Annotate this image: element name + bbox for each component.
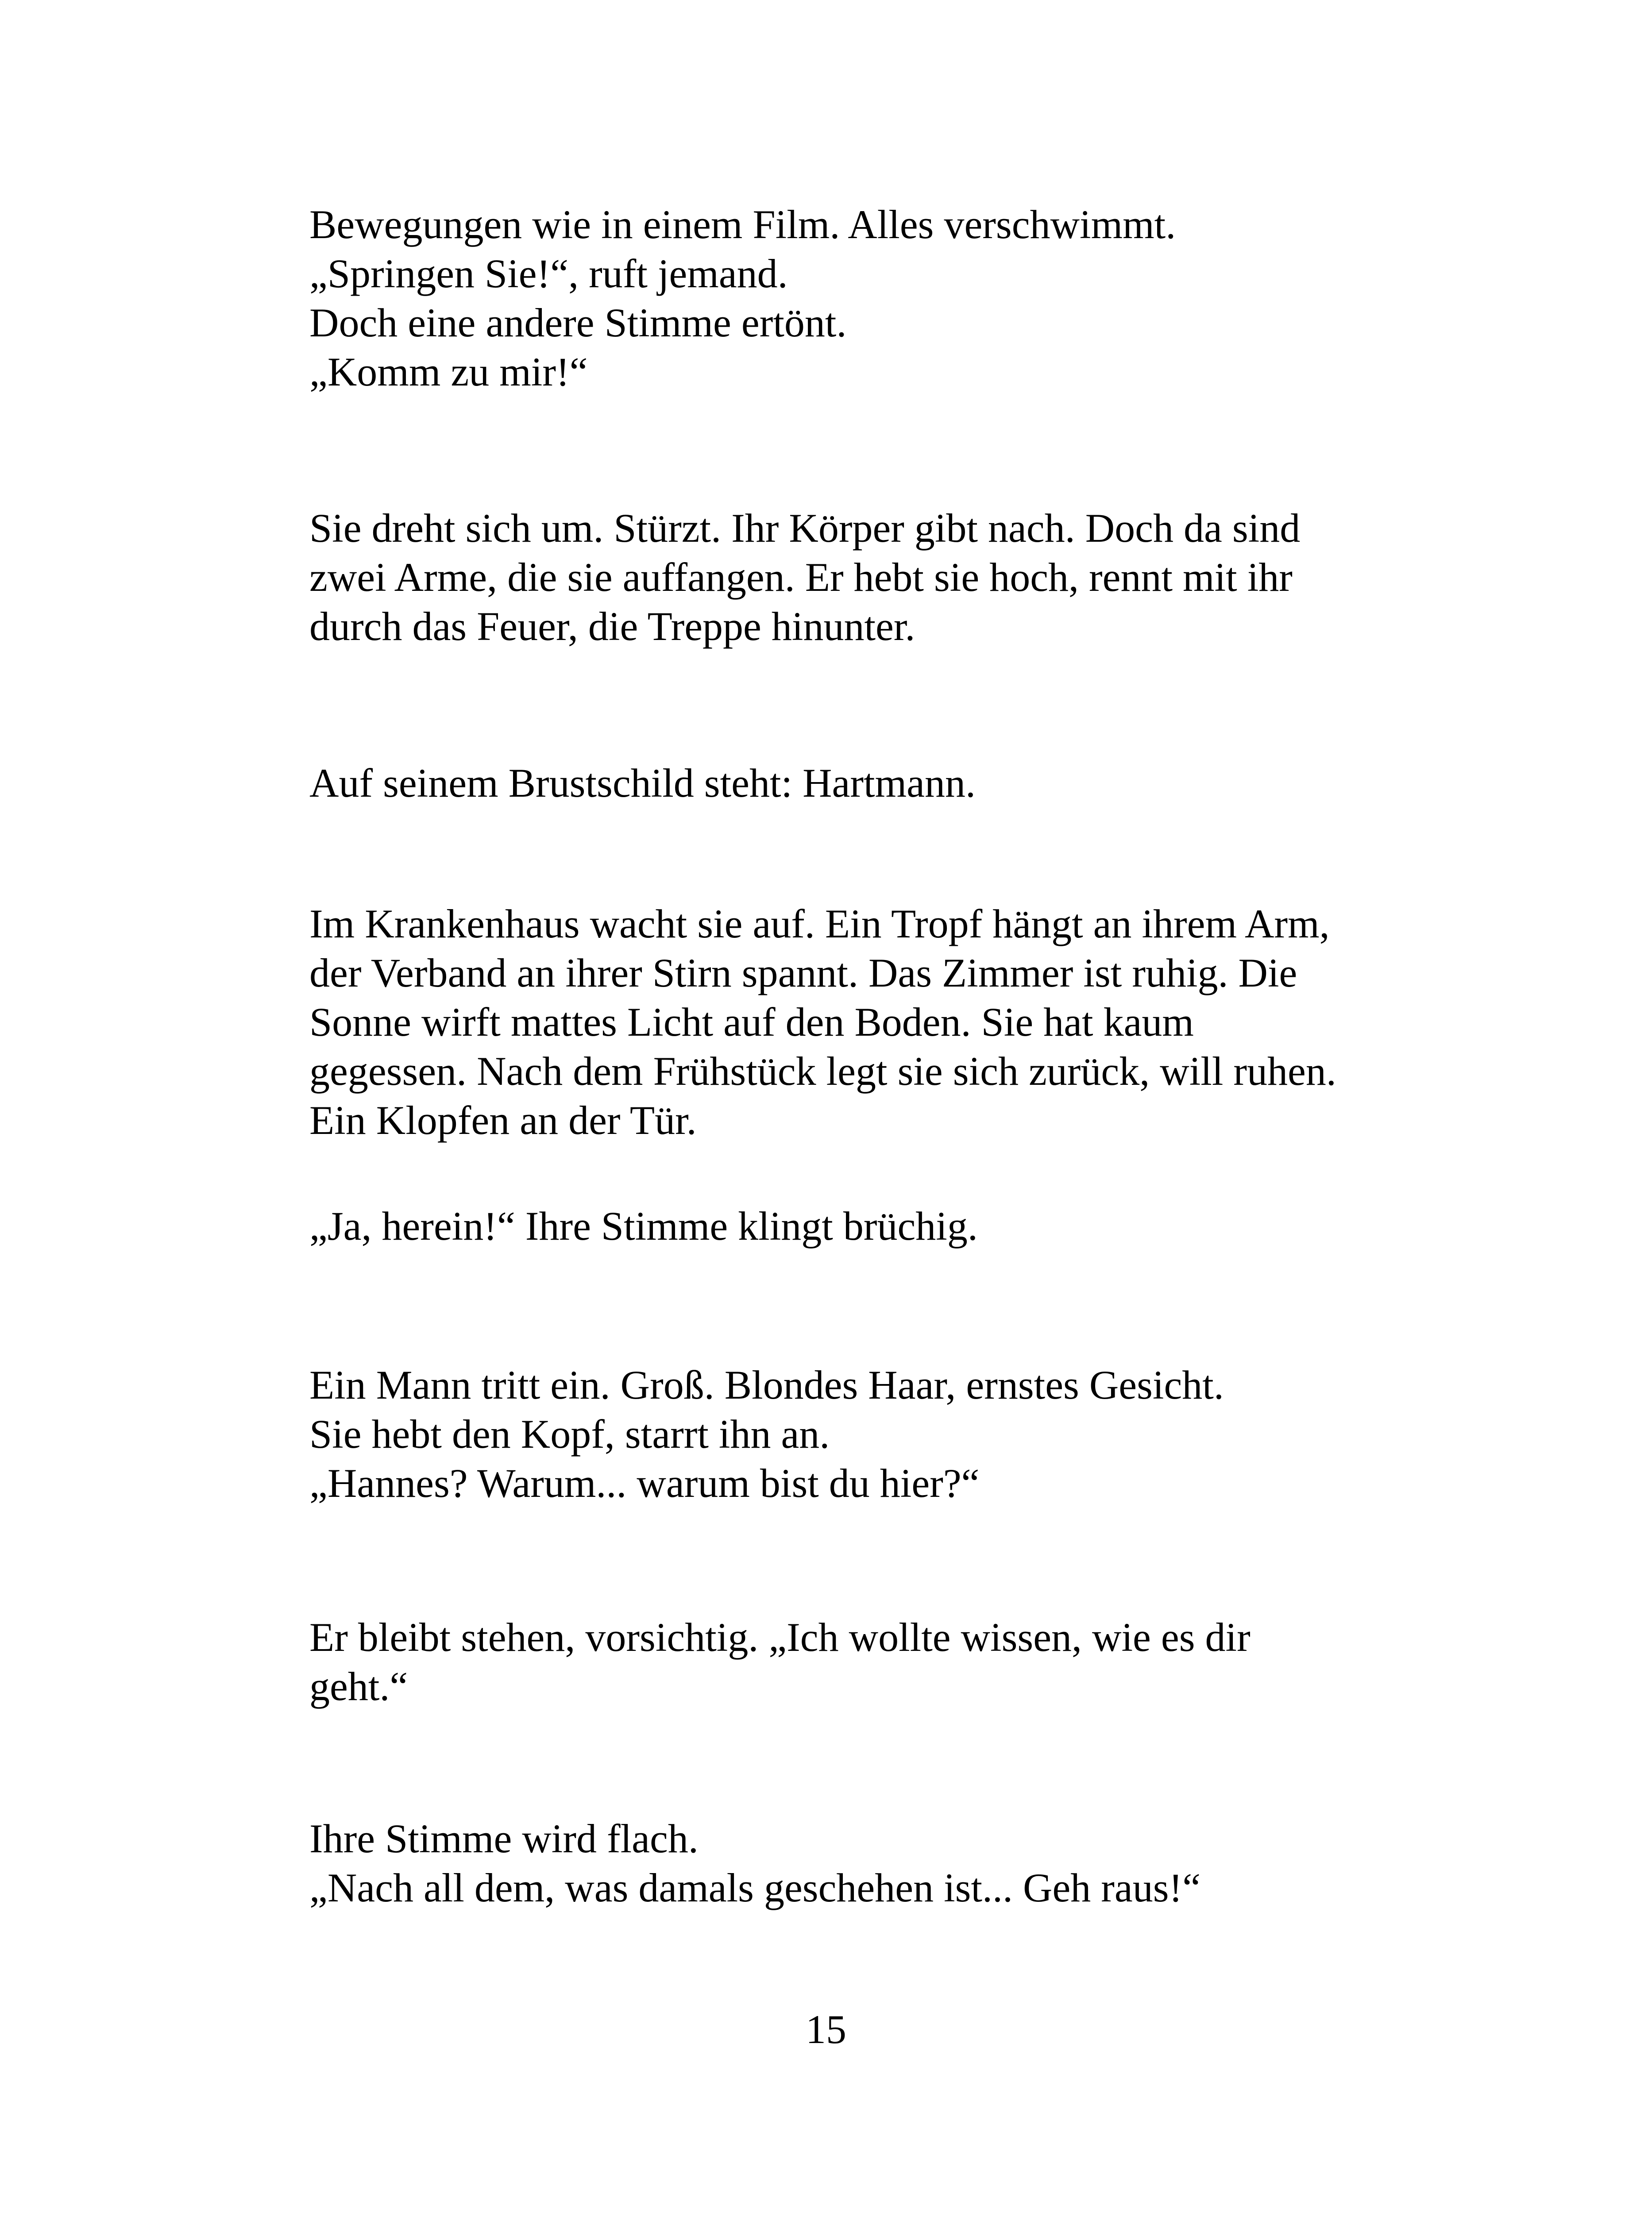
text-line: der Verband an ihrer Stirn spannt. Das Zimmer ist ruhig. Die [309, 950, 1297, 995]
text-line: durch das Feuer, die Treppe hinunter. [309, 604, 915, 649]
text-line: Auf seinem Brustschild steht: Hartmann. [309, 760, 976, 806]
paragraph-8 [309, 1814, 1200, 1912]
paragraph-2 [309, 504, 1300, 651]
text-line: gegessen. Nach dem Frühstück legt sie sich zurück, will ruhen. [309, 1049, 1336, 1094]
text-line: Ein Klopfen an der Tür. [309, 1098, 697, 1143]
text-line: Ihre Stimme wird flach. [309, 1816, 699, 1861]
text-line: Sonne wirft mattes Licht auf den Boden. Sie hat kaum [309, 999, 1194, 1045]
text-line: Sie dreht sich um. Stürzt. Ihr Körper gibt nach. Doch da sind [309, 505, 1301, 551]
text-line: „Komm zu mir!“ [309, 349, 588, 394]
text-line: Sie hebt den Kopf, starrt ihn an. [309, 1411, 830, 1457]
text-line: geht.“ [309, 1664, 408, 1709]
text-line: „Springen Sie!“, ruft jemand. [309, 251, 788, 296]
text-line: „Ja, herein!“ Ihre Stimme klingt brüchig. [309, 1203, 978, 1249]
paragraph-4 [309, 899, 1336, 1145]
paragraph-1 [309, 200, 1176, 397]
text-line: Ein Mann tritt ein. Groß. Blondes Haar, ernstes Gesicht. [309, 1362, 1224, 1407]
paragraph-5 [309, 1202, 978, 1251]
text-line: Im Krankenhaus wacht sie auf. Ein Tropf hängt an ihrem Arm, [309, 901, 1330, 946]
text-line: „Nach all dem, was damals geschehen ist... Geh raus!“ [309, 1865, 1201, 1910]
text-line: zwei Arme, die sie auffangen. Er hebt sie hoch, rennt mit ihr [309, 555, 1293, 600]
text-line: „Hannes? Warum... warum bist du hier?“ [309, 1461, 980, 1506]
text-line: Doch eine andere Stimme ertönt. [309, 300, 847, 345]
paragraph-3 [309, 759, 976, 808]
paragraph-7 [309, 1613, 1251, 1711]
text-line: Er bleibt stehen, vorsichtig. „Ich wollte wissen, wie es dir [309, 1615, 1251, 1660]
page-number: 15 [806, 2007, 846, 2052]
paragraph-6 [309, 1361, 1224, 1508]
text-line: Bewegungen wie in einem Film. Alles verschwimmt. [309, 202, 1176, 247]
